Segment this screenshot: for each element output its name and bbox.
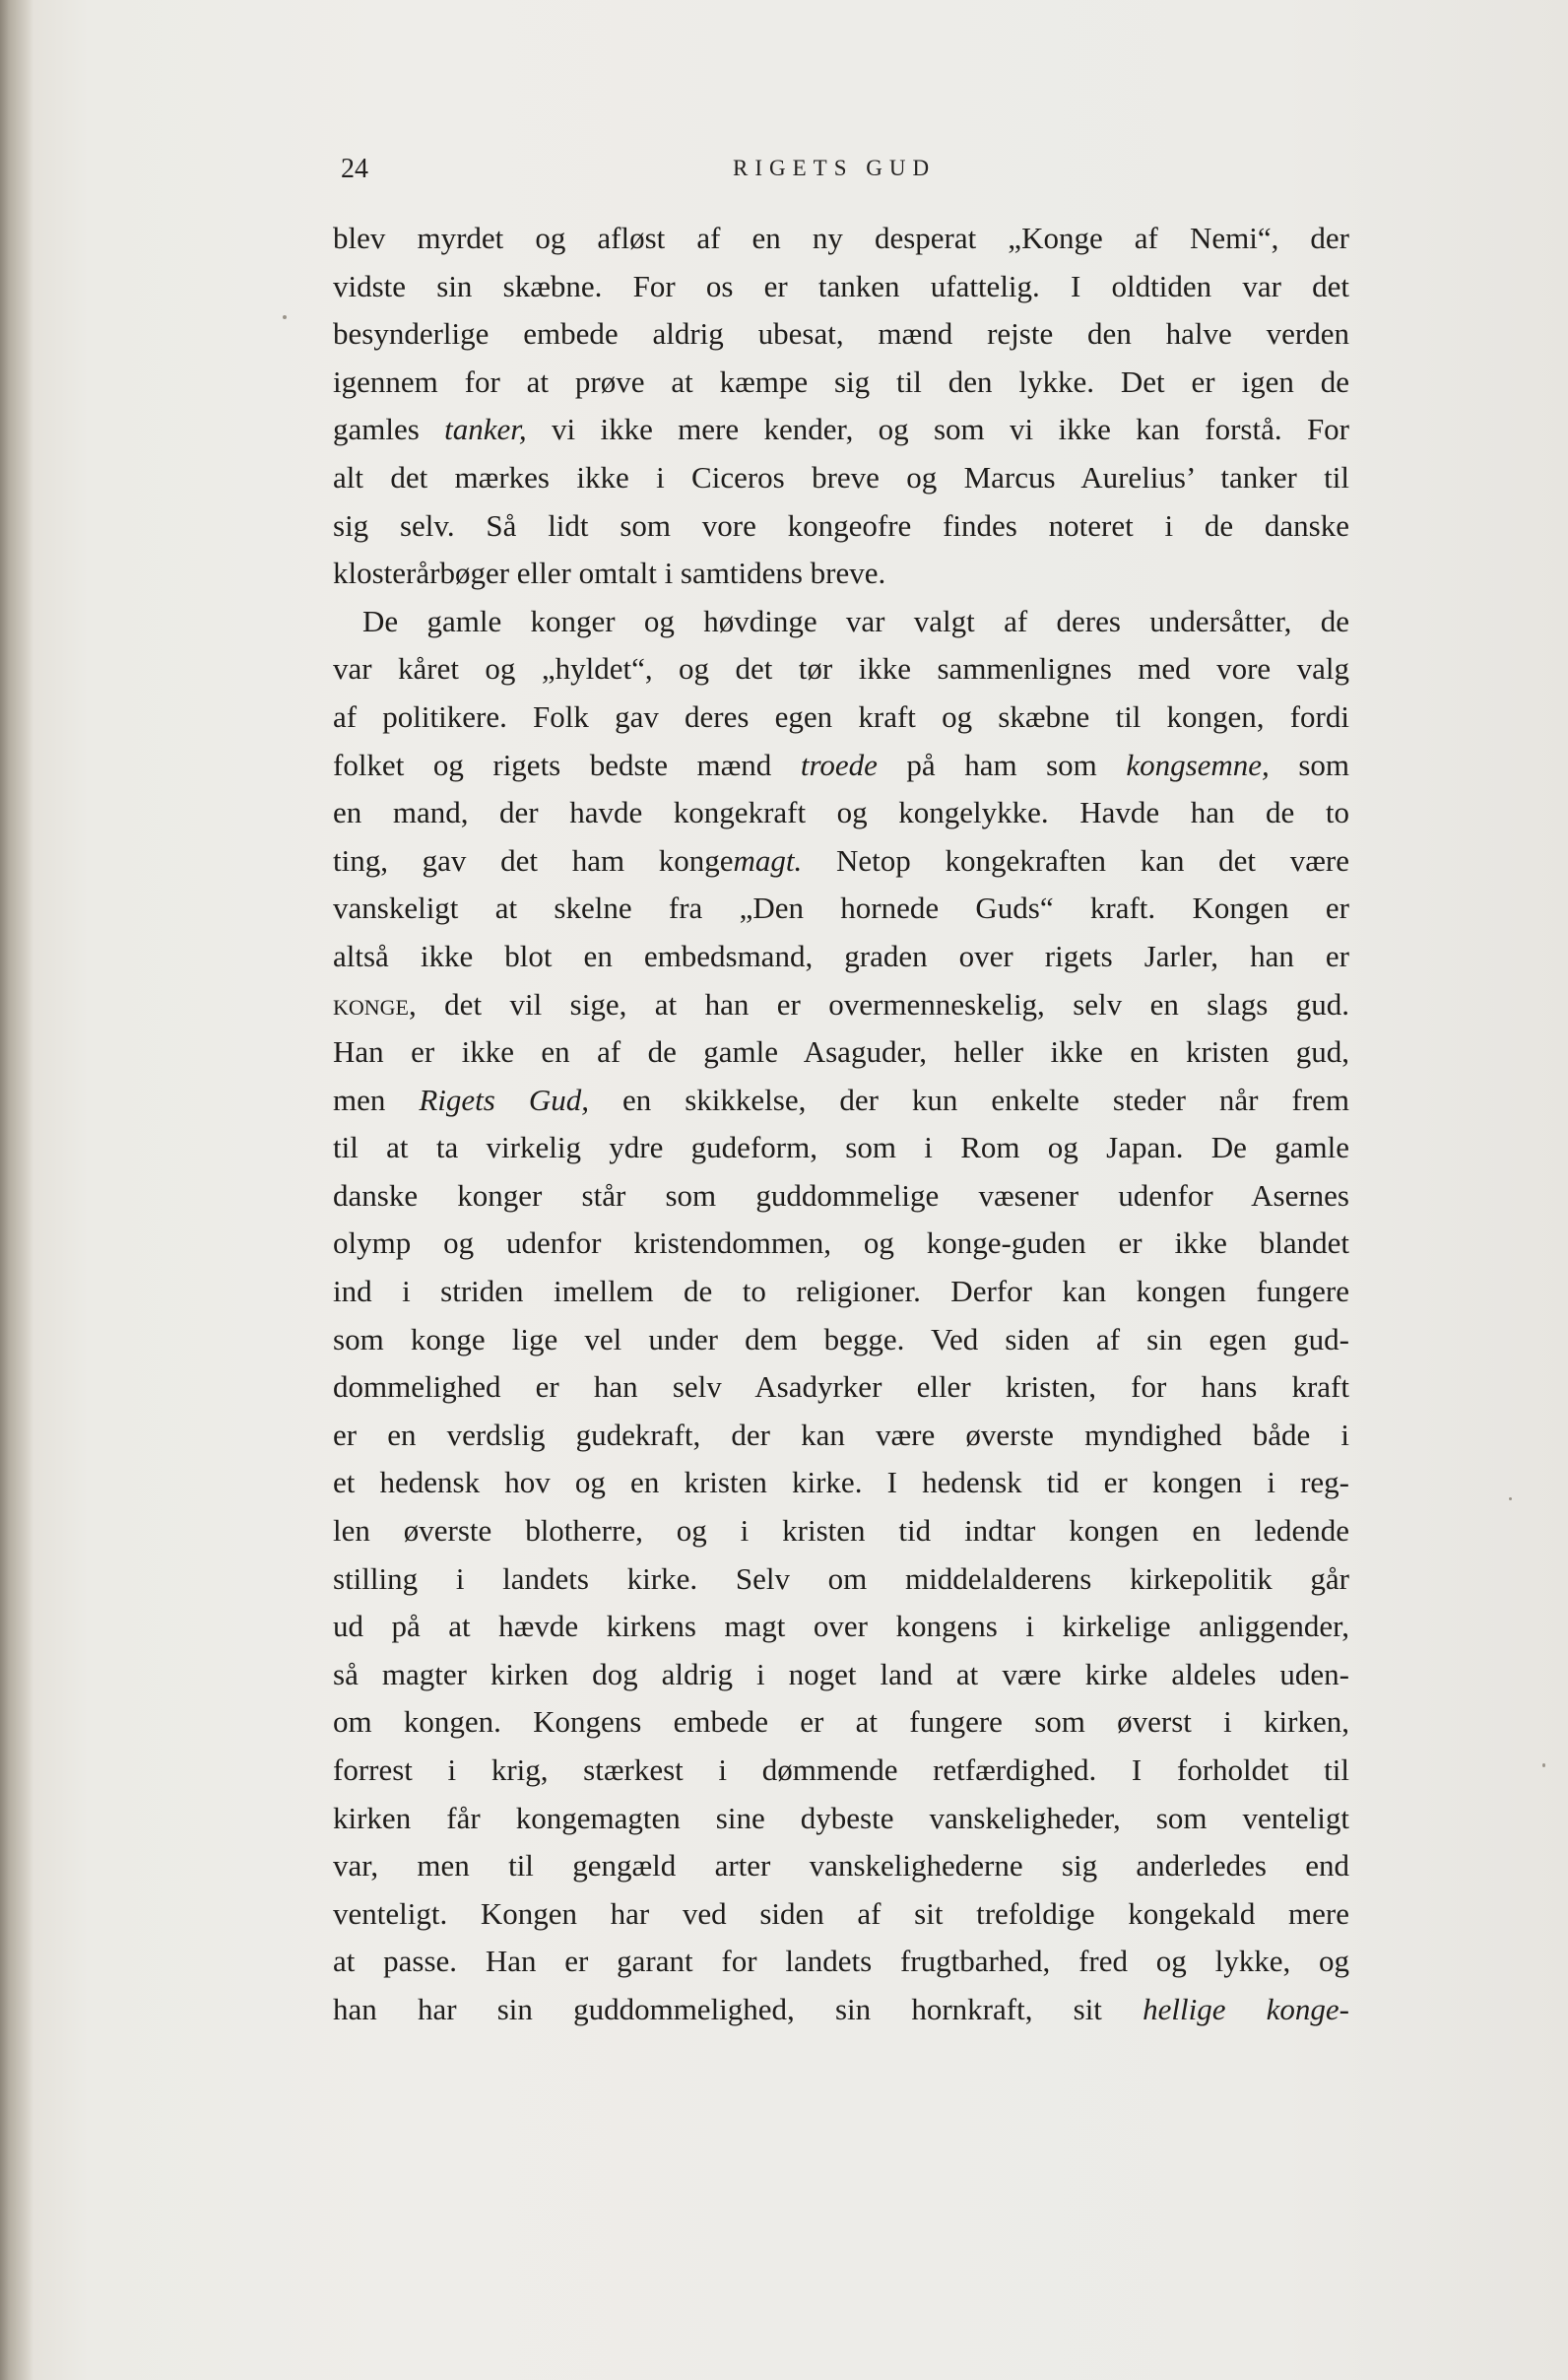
text-line [333,1220,1349,1268]
text-run: altså ikke blot en embedsmand, graden over rigets Jarler, han er [333,938,1349,973]
text-run: besynderlige embede aldrig ubesat, mænd rejste den halve verden [333,316,1349,352]
text-line [333,1507,1349,1555]
text-run: af politikere. Folk gav deres egen kraft og skæbne til kongen, fordi [333,698,1349,734]
paper-speck [1542,1763,1545,1767]
italic-text: magt. [733,842,803,878]
text-run: det vil sige, at han er overmenneskelig, selv en slags gud. [416,986,1349,1022]
text-run: så magter kirken dog aldrig i noget land at være kirke aldeles uden- [333,1656,1349,1691]
paragraph [333,215,1349,598]
text-line [333,789,1349,837]
text-line [333,598,1349,646]
small-caps-text: konge, [333,986,417,1022]
text-line [333,1795,1349,1843]
text-line [333,1890,1349,1939]
page-binding-edge [0,0,33,2380]
text-run: olymp og udenfor kristendommen, og konge-guden er ikke blandet [333,1225,1349,1261]
paper-speck [283,315,287,319]
text-run: som [1269,747,1350,782]
text-line [333,1172,1349,1221]
text-run: sig selv. Så lidt som vore kongeofre findes noteret i de danske [333,507,1349,543]
text-run: kirken får kongemagten sine dybeste vanskeligheder, som venteligt [333,1800,1349,1835]
text-line [333,1028,1349,1077]
text-run: han har sin guddommelighed, sin hornkraft, sit [333,1991,1143,2026]
text-line [333,1124,1349,1172]
text-run: klosterårbøger eller omtalt i samtidens breve. [333,556,886,591]
text-run: vanskeligt at skelne fra „Den hornede Guds“ kraft. Kongen er [333,891,1349,926]
text-run: folket og rigets bedste mænd [333,747,801,782]
text-run: Han er ikke en af de gamle Asaguder, heller ikke en kristen gud, [333,1034,1349,1070]
text-run: len øverste blotherre, og i kristen tid indtar kongen en ledende [333,1513,1349,1549]
text-run: om kongen. Kongens embede er at fungere som øverst i kirken, [333,1704,1349,1740]
text-line [333,1698,1349,1747]
text-run: dommelighed er han selv Asadyrker eller kristen, for hans kraft [333,1369,1349,1405]
text-run: som konge lige vel under dem begge. Ved siden af sin egen gud- [333,1321,1349,1356]
text-line [333,933,1349,981]
italic-text: kongsemne, [1126,747,1270,782]
text-run: forrest i krig, stærkest i dømmende retfærdighed. I forholdet til [333,1752,1349,1787]
text-line [333,885,1349,933]
italic-text: tanker, [444,412,527,447]
running-title: RIGETS GUD [733,156,937,180]
text-line [333,1938,1349,1986]
text-line [333,1986,1349,2034]
text-run: en mand, der havde kongekraft og kongelykke. Havde han de to [333,795,1349,830]
text-line [333,1603,1349,1651]
text-line [333,263,1349,311]
text-run: at passe. Han er garant for landets frugtbarhed, fred og lykke, og [333,1944,1349,1979]
text-run: vi ikke mere kender, og som vi ikke kan forstå. For [526,412,1350,447]
text-run: gamles [333,412,445,447]
text-run: var kåret og „hyldet“, og det tør ikke sammenlignes med vore valg [333,651,1349,687]
paper-speck [1509,1497,1512,1500]
text-run: danske konger står som guddommelige væsener udenfor Asernes [333,1177,1349,1213]
italic-text: hellige konge- [1143,1991,1349,2026]
text-line [333,742,1349,790]
text-line [333,981,1349,1029]
text-run: igennem for at prøve at kæmpe sig til den lykke. Det er igen de [333,364,1349,399]
text-run: venteligt. Kongen har ved siden af sit trefoldige kongekald mere [333,1895,1349,1931]
text-line [333,1747,1349,1795]
text-run: alt det mærkes ikke i Ciceros breve og Marcus Aurelius’ tanker til [333,459,1349,495]
text-run: et hedensk hov og en kristen kirke. I hedensk tid er kongen i reg- [333,1465,1349,1500]
text-run: Netop kongekraften kan det være [802,842,1349,878]
text-run: vidste sin skæbne. For os er tanken ufattelig. I oldtiden var det [333,268,1349,303]
text-line [333,645,1349,694]
text-line [333,1842,1349,1890]
text-line [333,1363,1349,1412]
text-line [333,1459,1349,1507]
text-line [333,694,1349,742]
page-number: 24 [341,154,368,184]
text-run: på ham som [877,747,1127,782]
text-line [333,837,1349,886]
italic-text: troede [800,747,878,782]
text-line [333,454,1349,502]
text-line [333,310,1349,359]
text-run: en skikkelse, der kun enkelte steder når frem [589,1082,1350,1117]
text-run: er en verdslig gudekraft, der kan være øverste myndighed både i [333,1417,1349,1452]
text-line [333,215,1349,263]
text-line [333,406,1349,454]
italic-text: Rigets Gud, [419,1082,589,1117]
body-text [333,215,1349,2034]
text-line [333,1555,1349,1604]
text-run: ting, gav det ham konge [333,842,734,878]
page-header [339,150,1343,193]
text-line [333,502,1349,551]
text-line [333,550,1349,598]
text-run: ind i striden imellem de to religioner. Derfor kan kongen fungere [333,1274,1349,1309]
text-run: var, men til gengæld arter vanskelighederne sig anderledes end [333,1848,1349,1884]
text-line [333,1077,1349,1125]
paragraph [333,598,1349,2034]
text-run: men [333,1082,420,1117]
text-run: blev myrdet og afløst af en ny desperat „Konge af Nemi“, der [333,221,1349,255]
text-run: ud på at hævde kirkens magt over kongens i kirkelige anliggender, [333,1609,1349,1644]
text-line [333,359,1349,407]
text-run: til at ta virkelig ydre gudeform, som i Rom og Japan. De gamle [333,1130,1349,1165]
text-run: De gamle konger og høvdinge var valgt af deres undersåtter, de [362,603,1349,638]
text-line [333,1268,1349,1316]
text-line [333,1651,1349,1699]
text-run: stilling i landets kirke. Selv om middelalderens kirkepolitik går [333,1560,1349,1596]
text-line [333,1316,1349,1364]
text-line [333,1412,1349,1460]
